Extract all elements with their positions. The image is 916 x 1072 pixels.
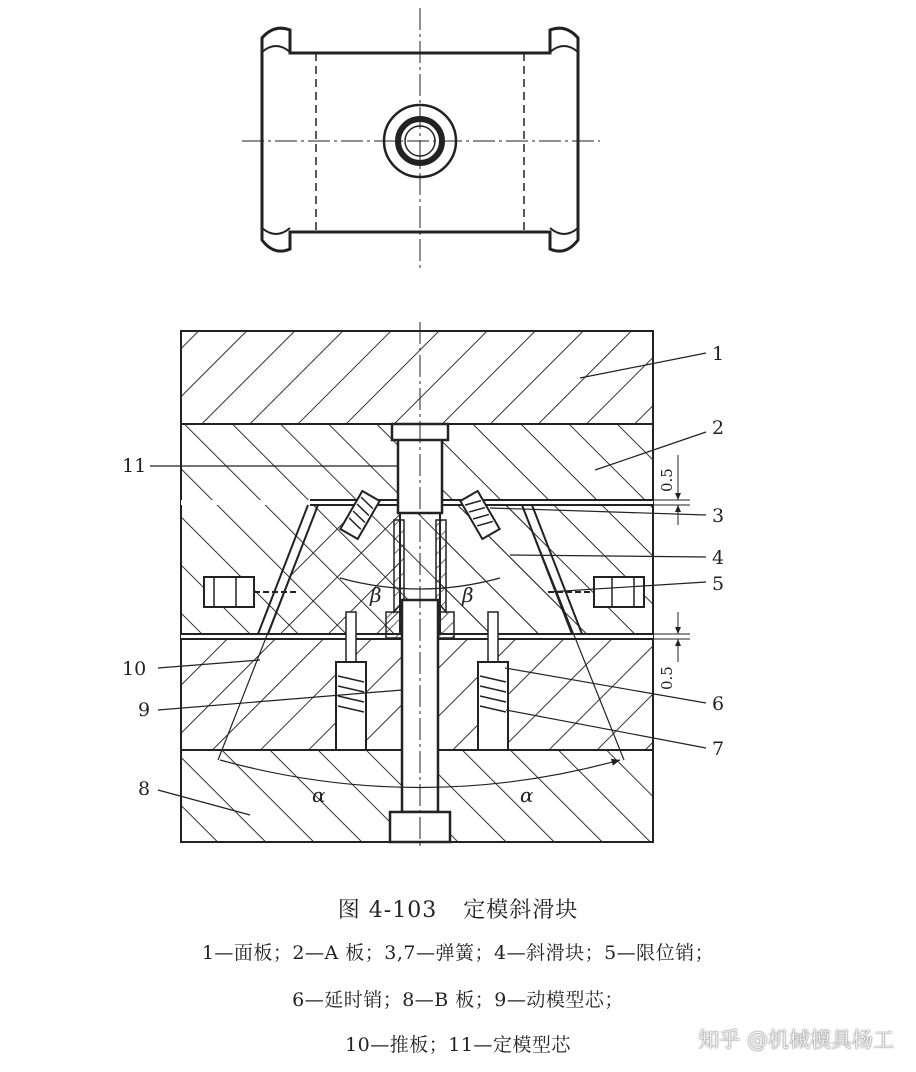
gap-dim-bottom: 0.5 — [658, 666, 676, 690]
gap-dim-top: 0.5 — [658, 468, 676, 492]
callout-5: 5 — [712, 573, 725, 595]
callout-6: 6 — [712, 693, 725, 715]
figure-number: 图 4-103 — [337, 898, 438, 923]
figure-caption — [0, 893, 916, 924]
legend-line-1: 1—面板；2—A 板；3,7—弹簧；4—斜滑块；5—限位销； — [201, 942, 715, 964]
callout-11: 11 — [122, 455, 147, 477]
callout-2: 2 — [712, 417, 725, 439]
figure-title: 定模斜滑块 — [463, 898, 579, 923]
watermark: 知乎 @机械模具杨工 — [698, 1028, 894, 1052]
alpha-left: α — [312, 783, 326, 807]
callout-8: 8 — [138, 778, 151, 800]
beta-right: β — [462, 583, 474, 607]
callout-10: 10 — [122, 658, 147, 680]
callout-3: 3 — [712, 505, 725, 527]
callout-7: 7 — [712, 738, 725, 760]
callout-4: 4 — [712, 547, 725, 569]
part-top-view — [242, 8, 600, 270]
legend-line-2: 6—延时销；8—B 板；9—动模型芯； — [292, 989, 624, 1011]
callout-1: 1 — [712, 343, 725, 365]
alpha-right: α — [520, 783, 534, 807]
beta-left: β — [370, 583, 382, 607]
callout-9: 9 — [138, 699, 151, 721]
legend-line-3: 10—推板；11—定模型芯 — [345, 1034, 571, 1056]
